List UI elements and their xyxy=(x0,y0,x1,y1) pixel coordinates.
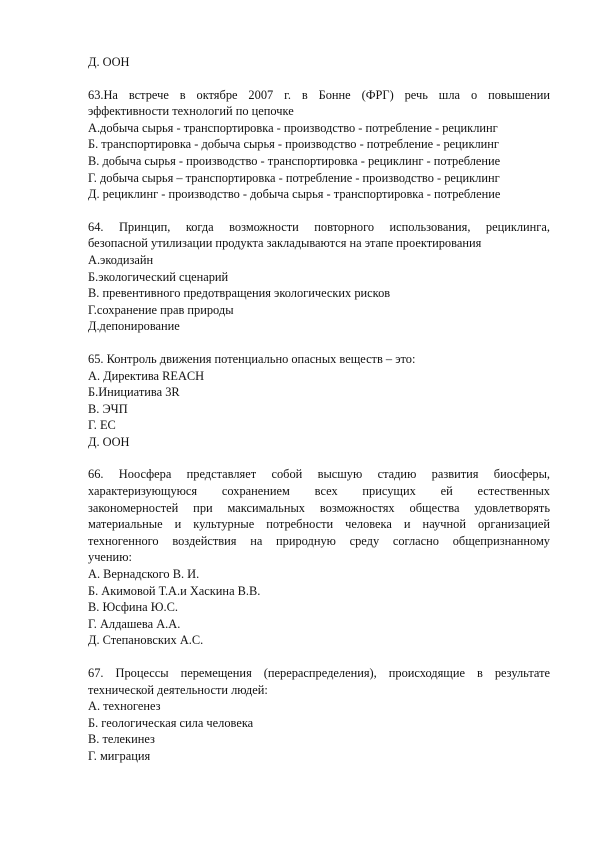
question-66-stem-line-6: учению: xyxy=(88,550,132,565)
question-63 xyxy=(88,87,550,203)
question-66-stem-line-4: материальные и культурные потребности человека и научной организацией xyxy=(88,517,550,532)
question-66-option-v: В. Юсфина Ю.С. xyxy=(88,600,178,615)
question-67-stem-line-2: технической деятельности людей: xyxy=(88,682,268,697)
question-63-stem-line-1: 63.На встрече в октябре 2007 г. в Бонне (ФРГ) речь шла о повышении xyxy=(88,87,550,102)
question-66-stem-line-3: закономерностей при максимальных возможностях общества удовлетворять xyxy=(88,500,550,515)
question-63-option-g: Г. добыча сырья – транспортировка - потребление - производство - рециклинг xyxy=(88,170,500,185)
document-page xyxy=(88,54,550,765)
question-66-option-a: А. Вернадского В. И. xyxy=(88,567,200,582)
question-67 xyxy=(88,665,550,765)
question-63-option-b: Б. транспортировка - добыча сырья - производство - потребление - рециклинг xyxy=(88,137,499,152)
question-64-option-d: Д.депонирование xyxy=(88,319,180,334)
question-67-option-a: А. техногенез xyxy=(88,699,161,714)
question-64-stem-line-1: 64. Принцип, когда возможности повторного использования, рециклинга, xyxy=(88,219,550,234)
question-66-stem-line-5: техногенного воздействия на природную среду согласно общепризнанному xyxy=(88,533,550,548)
question-67-option-v: В. телекинез xyxy=(88,732,155,747)
question-65-option-d: Д. ООН xyxy=(88,434,130,449)
question-63-option-v: В. добыча сырья - производство - транспортировка - рециклинг - потребление xyxy=(88,153,501,168)
question-66-option-d: Д. Степановских А.С. xyxy=(88,633,204,648)
question-64-option-a: А.экодизайн xyxy=(88,252,154,267)
question-65-stem: 65. Контроль движения потенциально опасных веществ – это: xyxy=(88,351,416,366)
previous-answer-tail: Д. ООН xyxy=(88,55,130,69)
question-66-option-b: Б. Акимовой Т.А.и Хаскина В.В. xyxy=(88,583,261,598)
question-66-stem-line-1: 66. Ноосфера представляет собой высшую стадию развития биосферы, xyxy=(88,467,550,482)
question-65 xyxy=(88,351,550,451)
question-65-option-g: Г. ЕС xyxy=(88,418,116,433)
question-65-option-a: А. Директива REACH xyxy=(88,368,205,383)
question-67-option-g: Г. миграция xyxy=(88,748,151,763)
question-65-option-v: В. ЭЧП xyxy=(88,401,128,416)
question-64-option-v: В. превентивного предотвращения экологических рисков xyxy=(88,286,391,301)
question-67-option-b: Б. геологическая сила человека xyxy=(88,715,254,730)
question-63-stem-line-2: эффективности технологий по цепочке xyxy=(88,104,294,119)
question-64-stem-line-2: безопасной утилизации продукта закладываются на этапе проектирования xyxy=(88,236,482,251)
question-64-option-g: Г.сохранение прав природы xyxy=(88,302,234,317)
question-64 xyxy=(88,219,550,335)
question-67-stem-line-1: 67. Процессы перемещения (перераспределения), происходящие в результате xyxy=(88,666,550,680)
question-65-option-b: Б.Инициатива 3R xyxy=(88,385,180,400)
question-66-stem-line-2: характеризующуюся сохранением всех присущих ей естественных xyxy=(88,484,550,499)
question-66-option-g: Г. Алдашева А.А. xyxy=(88,616,181,631)
question-63-option-a: А.добыча сырья - транспортировка - производство - потребление - рециклинг xyxy=(88,120,498,135)
question-63-option-d: Д. рециклинг - производство - добыча сырья - транспортировка - потребление xyxy=(88,187,501,202)
question-64-option-b: Б.экологический сценарий xyxy=(88,269,229,284)
question-66 xyxy=(88,466,550,649)
